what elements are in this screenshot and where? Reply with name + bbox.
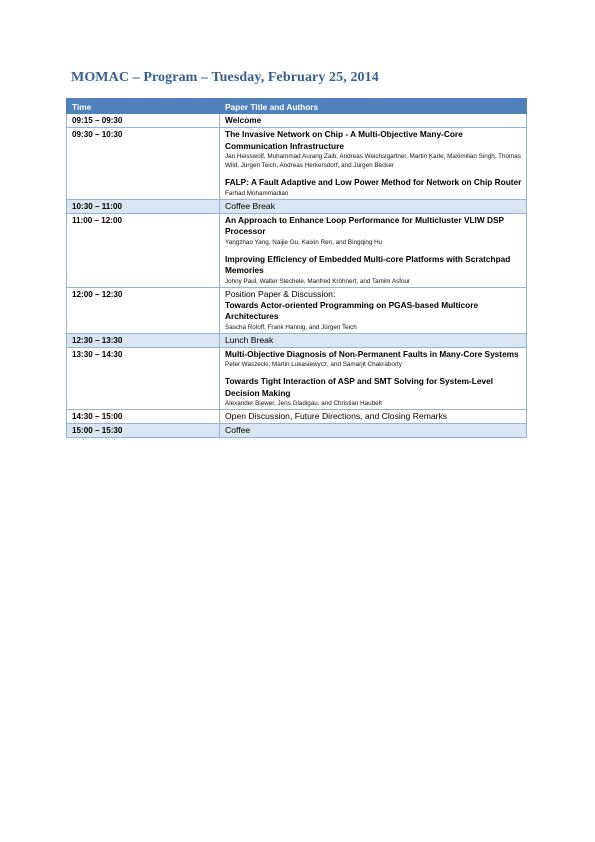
session-label: Lunch Break — [220, 333, 527, 347]
session-time: 12:00 – 12:30 — [67, 287, 220, 333]
session-time: 09:15 – 09:30 — [67, 114, 220, 128]
paper-entry — [225, 177, 523, 198]
session-time: 10:30 – 11:00 — [67, 199, 220, 213]
table-header-row — [67, 99, 527, 114]
paper-entry — [225, 215, 523, 247]
session-cell — [220, 114, 527, 128]
program-table — [66, 98, 527, 438]
paper-title: Towards Tight Interaction of ASP and SMT Solving for System-Level Decision Making — [225, 376, 493, 398]
paper-title: FALP: A Fault Adaptive and Low Power Method for Network on Chip Router — [225, 177, 522, 187]
paper-entry — [225, 376, 523, 408]
paper-title: Towards Actor-oriented Programming on PGAS-based Multicore Architectures — [225, 299, 479, 321]
paper-title: Multi-Objective Diagnosis of Non-Permanent Faults in Many-Core Systems — [225, 348, 519, 359]
session-cell — [220, 128, 527, 200]
session-cell — [220, 213, 527, 287]
paper-authors: Peter Waszecki, Martin Lukasiewycz, and Samarjit Chakraborty — [225, 361, 402, 368]
table-row — [67, 333, 527, 347]
paper-title: Improving Efficiency of Embedded Multi-core Platforms with Scratchpad Memories — [225, 253, 511, 275]
session-label: Open Discussion, Future Directions, and Closing Remarks — [220, 410, 527, 424]
session-cell — [220, 347, 527, 410]
paper-column-header: Paper Title and Authors — [220, 99, 527, 114]
paper-entry — [225, 349, 523, 370]
session-time: 12:30 – 13:30 — [67, 333, 220, 347]
paper-title: The Invasive Network on Chip - A Multi-Objective Many-Core Communication Infrastructure — [225, 129, 463, 151]
table-row — [67, 213, 527, 287]
session-time: 11:00 – 12:00 — [67, 213, 220, 287]
session-time: 13:30 – 14:30 — [67, 347, 220, 410]
table-row — [67, 128, 527, 200]
paper-authors: Farhad Mohammadian — [225, 189, 289, 197]
paper-authors: Johny Paul, Walter Stechele, Manfred Kröhnert, and Tamim Asfour — [225, 277, 411, 285]
session-prefix: Position Paper & Discussion: — [225, 288, 336, 299]
paper-entry — [225, 254, 523, 286]
table-row — [67, 287, 527, 333]
session-label: Coffee Break — [220, 199, 527, 213]
session-time: 14:30 – 15:00 — [67, 410, 220, 424]
session-cell — [220, 287, 527, 333]
paper-title: An Approach to Enhance Loop Performance for Multicluster VLIW DSP Processor — [225, 214, 504, 236]
table-row — [67, 347, 527, 410]
session-time: 15:00 – 15:30 — [67, 424, 220, 438]
page-title: MOMAC – Program – Tuesday, February 25, 2014 — [71, 70, 379, 85]
paper-entry — [225, 300, 523, 332]
paper-authors: Yangzhao Yang, Naijie Gu, Kaixin Ren, and Bingqing Hu — [225, 238, 383, 246]
session-time: 09:30 – 10:30 — [67, 128, 220, 200]
table-row — [67, 199, 527, 213]
paper-authors: Alexander Biewer, Jens Gladigau, and Christian Haubelt — [225, 400, 382, 407]
table-row — [67, 114, 527, 128]
time-column-header: Time — [67, 99, 220, 114]
paper-authors: Jan Heisswolf, Muhammad Aurang Zaib, Andreas Weichslgartner, Martin Karle, Maximilian Singh, Thomas Wild, Jürgen Teich, Andreas Herkersdorf, and Jürgen Becker — [225, 153, 521, 169]
paper-authors: Sascha Roloff, Frank Hannig, and Jürgen Teich — [225, 323, 357, 331]
paper-entry — [225, 129, 523, 170]
table-row — [67, 424, 527, 438]
table-row — [67, 410, 527, 424]
session-label: Coffee — [220, 424, 527, 438]
session-label: Welcome — [225, 115, 262, 125]
